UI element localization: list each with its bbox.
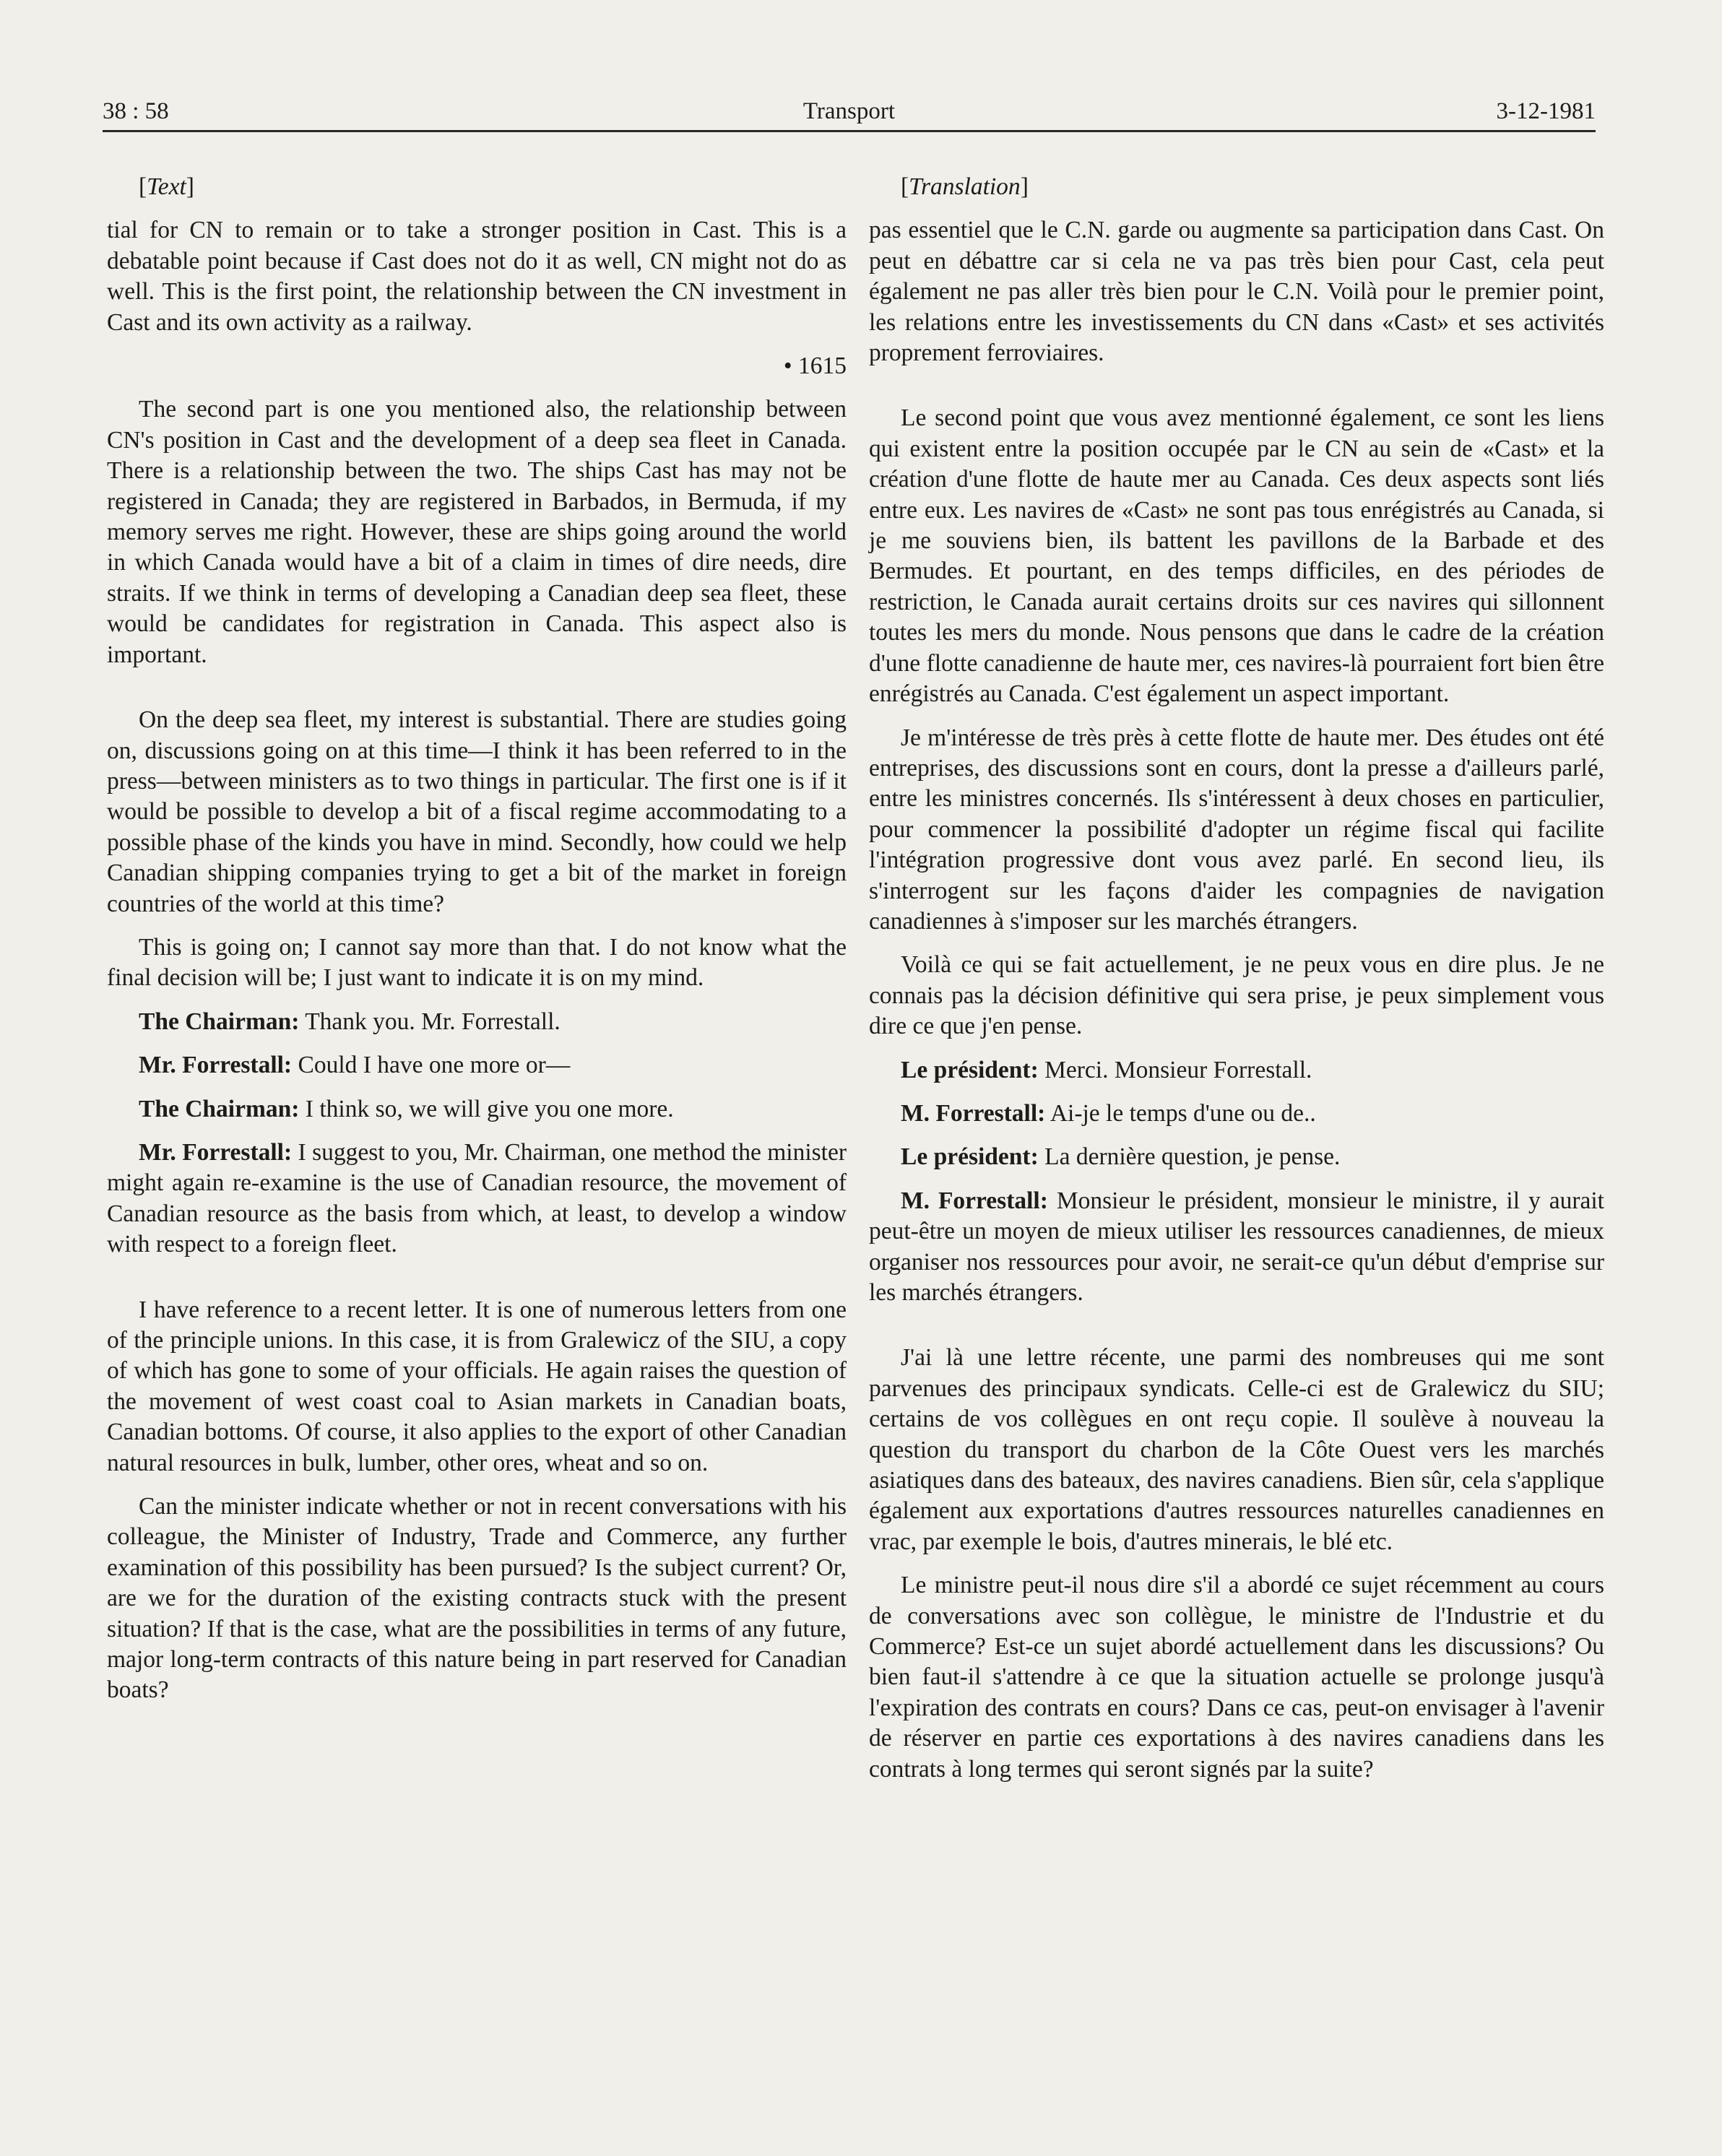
paragraph: On the deep sea fleet, my interest is substantial. There are studies going on, discussions going on at this time—I think it has been referred to in the press—between ministers as to two things in particular. The first one is if it would be possible to develop a bit of a fiscal regime accommodating to a possible phase of the kinds you have in mind. Secondly, how could we help Canadian shipping companies trying to get a bit of the market in foreign countries of the world at this time? (107, 706, 847, 917)
french-column (869, 172, 1604, 1798)
paragraph: J'ai là une lettre récente, une parmi des nombreuses qui me sont parvenues des principaux syndicats. Celle-ci est de Gralewicz du SIU; certains de vos collègues en ont reçu copie. Il soulève à nouveau la question du transport du charbon de la Côte Ouest vers les marchés asiatiques dans des bateaux, des navires canadiens. Bien sûr, cela s'applique également aux exportations d'autres ressources naturelles canadiennes en vrac, par exemple le bois, d'autres minerais, le blé etc. (869, 1344, 1604, 1555)
running-title: Transport (802, 98, 896, 124)
paragraph: Le second point que vous avez mentionné également, ce sont les liens qui existent entre la position occupée par le CN au sein de «Cast» et la création d'une flotte de haute mer au Canada. Ces deux aspects sont liés entre eux. Les navires de «Cast» ne sont pas tous enrégistrés au Canada, si je me souviens bien, ils battent les pavillons de la Barbade et des Bermudes. Et pourtant, en des temps difficiles, en des périodes de restriction, le Canada aurait certains droits sur ces navires qui sillonnent toutes les mers du monde. Nous pensons que dans le cadre de la création d'une flotte canadienne de haute mer, ces navires-là pourraient fort bien être enrégistrés au Canada. C'est également un aspect important. (869, 404, 1604, 708)
paragraph: pas essentiel que le C.N. garde ou augmente sa participation dans Cast. On peut en débattre car si cela ne va pas très bien pour Cast, cela peut également ne pas aller très bien pour le C.N. Voilà pour le premier point, les relations entre les investissements du CN dans «Cast» et ses activités proprement ferroviaires. (869, 217, 1604, 367)
paragraph: Je m'intéresse de très près à cette flotte de haute mer. Des études ont été entreprises, des discussions sont en cours, dont la presse a d'ailleurs parlé, entre les ministres concernés. Ils s'intéressent à deux choses en particulier, pour commencer la possibilité d'adopter un régime fiscal qui facilite l'intégration progressive dont vous avez parlé. En second lieu, ils s'interrogent sur les façons d'aider les compagnies de navigation canadiennes à s'imposer sur les marchés étrangers. (869, 724, 1604, 935)
column-tag: [Text] (139, 173, 194, 200)
paragraph: Le ministre peut-il nous dire s'il a abordé ce sujet récemment au cours de conversations avec son collègue, le ministre de l'Industrie et du Commerce? Est-ce un sujet abordé actuellement dans les discussions? Ou bien faut-il s'attendre à ce que la situation actuelle se prolonge jusqu'à l'expiration des contrats en cours? Dans ce cas, peut-on envisager à l'avenir de réserver en partie ces exportations à des navires canadiens dans les contrats à long termes qui seront signés par la suite? (869, 1572, 1604, 1783)
page-header (103, 94, 1596, 132)
speaker-turn: Mr. Forrestall: Could I have one more or— (139, 1052, 571, 1079)
page-number: 38 : 58 (103, 98, 169, 124)
speaker-turn: Le président: La dernière question, je pense. (901, 1143, 1341, 1171)
paragraph: tial for CN to remain or to take a stronger position in Cast. This is a debatable point because if Cast does not do it as well, CN might not do as well. This is the first point, the relationship between the CN investment in Cast and its own activity as a railway. (107, 217, 847, 336)
speaker-name: Mr. Forrestall: (139, 1138, 293, 1166)
speaker-turn: M. Forrestall: Ai-je le temps d'une ou de.. (901, 1099, 1316, 1127)
english-column (107, 172, 847, 1719)
speaker-turn: The Chairman: I think so, we will give you one more. (139, 1095, 674, 1122)
paragraph: Can the minister indicate whether or not in recent conversations with his colleague, the Minister of Industry, Trade and Commerce, any further examination of this possibility has been pursued? Is the subject current? Or, are we for the duration of the existing contracts stuck with the present situation? If that is the case, what are the possibilities in terms of any future, major long-term contracts of this nature being in part reserved for Canadian boats? (107, 1493, 847, 1704)
speaker-name: Le président: (901, 1143, 1039, 1171)
paragraph: Voilà ce qui se fait actuellement, je ne peux vous en dire plus. Je ne connais pas la décision définitive qui sera prise, je peux simplement vous dire ce que j'en pense. (869, 951, 1604, 1040)
speaker-turn: The Chairman: Thank you. Mr. Forrestall. (139, 1008, 561, 1035)
timestamp: • 1615 (783, 352, 847, 380)
speaker-name: M. Forrestall: (901, 1099, 1046, 1127)
speaker-turn: Le président: Merci. Monsieur Forrestall. (901, 1056, 1312, 1083)
speaker-name: The Chairman: (139, 1008, 300, 1035)
speaker-turn: M. Forrestall: Monsieur le président, monsieur le ministre, il y aurait peut-être un moyen de mieux utiliser les ressources canadiennes, de mieux organiser nos ressources pour avoir, ne serait-ce qu'un début d'emprise sur les marchés étrangers. (869, 1187, 1604, 1306)
speaker-name: Le président: (901, 1056, 1039, 1083)
speaker-name: M. Forrestall: (901, 1187, 1048, 1214)
paragraph: The second part is one you mentioned also, the relationship between CN's position in Cast and the development of a deep sea fleet in Canada. There is a relationship between the two. The ships Cast has may not be registered in Canada; they are registered in Barbados, in Bermuda, if my memory serves me right. However, these are ships going around the world in which Canada would have a bit of a claim in times of dire needs, dire straits. If we think in terms of developing a Canadian deep sea fleet, these would be candidates for registration in Canada. This aspect also is important. (107, 396, 847, 668)
speaker-name: The Chairman: (139, 1095, 300, 1122)
speaker-name: Mr. Forrestall: (139, 1052, 293, 1079)
paragraph: I have reference to a recent letter. It is one of numerous letters from one of the principle unions. In this case, it is from Gralewicz of the SIU, a copy of which has gone to some of your officials. He again raises the question of the movement of west coast coal to Asian markets in Canadian boats, Canadian bottoms. Of course, it also applies to the export of other Canadian natural resources in bulk, lumber, other ores, wheat and so on. (107, 1296, 847, 1476)
speaker-turn: Mr. Forrestall: I suggest to you, Mr. Chairman, one method the minister might again re-examine is the use of Canadian resource, the movement of Canadian resource as the basis from which, at least, to develop a window with respect to a foreign fleet. (107, 1138, 847, 1258)
column-tag: [Translation] (901, 173, 1029, 200)
paragraph: This is going on; I cannot say more than that. I do not know what the final decision will be; I just want to indicate it is on my mind. (107, 933, 847, 992)
header-date: 3-12-1981 (1496, 98, 1596, 124)
